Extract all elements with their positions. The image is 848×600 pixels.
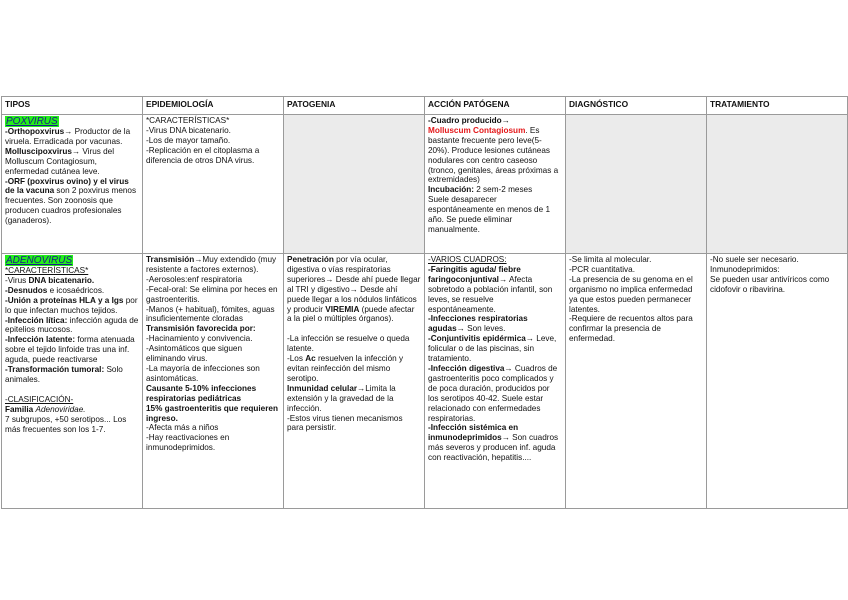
- cuadro-label: -Cuadro producido→: [428, 116, 510, 125]
- adenovirus-epidemiologia-cell: [143, 254, 284, 509]
- epi-line: -Los de mayor tamaño.: [146, 135, 231, 145]
- adenovirus-tipos-cell: [2, 254, 143, 509]
- text-bold: Ac: [305, 354, 316, 364]
- epi-line: -Afecta más a niños: [146, 423, 219, 433]
- text-bold: 15% gastroenteritis que requieren ingreso.: [146, 403, 278, 423]
- epi-line: -Aerosoles:enf respiratoria: [146, 274, 243, 284]
- text-bold: -Infecciones respiratorias agudas→: [428, 314, 528, 334]
- poxvirus-title: POXVIRUS: [6, 116, 58, 127]
- header-patogenia: PATOGENIA: [284, 97, 425, 115]
- epi-line: -Manos (+ habitual), fómites, aguas insuficientemente cloradas: [146, 304, 275, 324]
- text-bold: Causante 5-10% infecciones respiratorias pediátricas: [146, 383, 257, 403]
- adenovirus-diagnostico-cell: [566, 254, 707, 509]
- text-bold: Transmisión favorecida por:: [146, 324, 256, 334]
- orthopox-text: Productor de la viruela. Erradicada por vacunas.: [5, 127, 131, 146]
- text-bold: DNA bicatenario.: [28, 275, 95, 285]
- orf-label: -ORF (poxvirus ovino) y el virus de la vacuna: [5, 176, 129, 196]
- epi-line: -Virus DNA bicatenario.: [146, 125, 231, 135]
- trat-line: Se pueden usar antivíricos como cidofovir o ribavirina.: [710, 274, 830, 294]
- text-fragment: -Los: [287, 354, 306, 364]
- adenovirus-tratamiento-cell: [707, 254, 848, 509]
- text-fragment: Son cuadros más severos y producen inf. aguda con reactivación, hepatitis....: [428, 433, 559, 463]
- text-bold: -Transformación tumoral:: [5, 365, 105, 375]
- epi-line: -Hay reactivaciones en inmunodeprimidos.: [146, 433, 230, 453]
- text-fragment: Muy extendido (muy resistente a factores externos).: [146, 255, 277, 274]
- poxvirus-tipos-cell: [2, 115, 143, 254]
- text-bold: -Faringitis aguda/ fiebre faringoconjuntival→: [428, 264, 521, 284]
- text-bold: -Infección digestiva→: [428, 363, 513, 373]
- adenovirus-patogenia-cell: [284, 254, 425, 509]
- clasificacion-heading: -CLASIFICACIÓN-: [5, 394, 74, 404]
- text-bold: -Conjuntivitis epidérmica→: [428, 334, 534, 344]
- text-fragment: infección aguda de epitelios mucosos.: [5, 315, 139, 335]
- orf-text: son 2 poxvirus menos frecuentes. Son zoonosis que producen cuadros profesionales (ganaderos).: [5, 186, 137, 226]
- text-bold: -Unión a proteínas HLA y a Igs: [5, 295, 124, 305]
- epi-line: -Hacinamiento y convivencia.: [146, 334, 253, 344]
- adenovirus-accion-cell: [425, 254, 566, 509]
- header-tipos: TIPOS: [2, 97, 143, 115]
- poxvirus-patogenia-cell: [284, 115, 425, 254]
- diag-line: -PCR cuantitativa.: [569, 264, 635, 274]
- text-bold: -Desnudos: [5, 285, 48, 295]
- text-fragment: forma atenuada sobre el tejido linfoide tras una inf. aguda, puede reactivarse: [5, 335, 135, 365]
- header-epidemiologia: EPIDEMIOLOGÍA: [143, 97, 284, 115]
- text-fragment: 7 subgrupos, +50 serotipos... Los más frecuentes son los 1-7.: [5, 414, 127, 434]
- text-bold: Transmisión→: [146, 255, 203, 264]
- poxvirus-tratamiento-cell: [707, 115, 848, 254]
- text-fragment: (puede afectar a la piel o múltiples órganos).: [287, 304, 415, 324]
- text-bold: -Infección lítica:: [5, 315, 68, 325]
- incubacion-label: Incubación:: [428, 185, 474, 195]
- poxvirus-epidemiologia-cell: [143, 115, 284, 254]
- text-fragment: Son leves.: [464, 324, 506, 334]
- text-bold: Familia: [5, 404, 36, 414]
- molluscum-highlight: Molluscum Contagiosum: [428, 125, 526, 135]
- epi-line: -Asintomáticos que siguen eliminando virus.: [146, 344, 243, 364]
- epi-line: -La mayoría de infecciones son asintomáticas.: [146, 363, 260, 383]
- epi-line: -Replicación en el citoplasma a diferencia de otros DNA virus.: [146, 145, 260, 165]
- text-bold: -Infección latente:: [5, 335, 76, 345]
- caracteristicas-heading: *CARACTERÍSTICAS*: [5, 266, 89, 275]
- header-accion-patogena: ACCIÓN PATÓGENA: [425, 97, 566, 115]
- text-fragment: por vía ocular, digestiva o vías respiratorias superiores→ Desde ahí puede llegar al TRI y digestivo→ Desde ahí puede llegar a los nódulos linfáticos y producir: [287, 255, 421, 314]
- incubacion-text: 2 sem-2 meses: [473, 185, 533, 195]
- text-fragment: Cuadros de gastroenteritis poco complicados y de poca duración, producidos por los serotipos 40-42. Suele estar relacionado con enfermedades respiratorias.: [428, 363, 558, 423]
- text-fragment: Leve, folicular o de las piscinas, sin tratamiento.: [428, 334, 557, 364]
- header-diagnostico: DIAGNÓSTICO: [566, 97, 707, 115]
- epi-line: -Fecal-oral: Se elimina por heces en gastroenteritis.: [146, 284, 278, 304]
- diag-line: -Requiere de recuentos altos para confirmar la presencia de enfermedad.: [569, 314, 693, 344]
- text-italic: Adenoviridae.: [35, 404, 86, 414]
- virus-table: [1, 96, 848, 509]
- text-fragment: por lo que infectan muchos tejidos.: [5, 295, 138, 315]
- desaparecer-text: Suele desaparecer espontáneamente en menos de 1 año. Se puede eliminar manualmente.: [428, 195, 550, 234]
- poxvirus-row: [2, 115, 848, 254]
- orthopox-label: -Orthopoxvirus→: [5, 127, 73, 136]
- trat-line: Inmunodeprimidos:: [710, 264, 780, 274]
- header-row: [2, 97, 848, 115]
- pat-line: -Estos virus tienen mecanismos para persistir.: [287, 413, 403, 433]
- adenovirus-title: ADENOVIRUS: [6, 255, 73, 266]
- text-bold: Penetración: [287, 255, 334, 264]
- text-fragment: Solo animales.: [5, 365, 123, 384]
- text-fragment: Limita la extensión y la gravedad de la infección.: [287, 383, 396, 413]
- text-bold: Inmunidad celular→: [287, 383, 366, 393]
- varios-heading: -VARIOS CUADROS:: [428, 255, 507, 264]
- text-fragment: e icosaédricos.: [47, 285, 105, 295]
- pat-line: -La infección se resuelve o queda latente.: [287, 334, 410, 354]
- header-tratamiento: TRATAMIENTO: [707, 97, 848, 115]
- diag-line: -Se limita al molecular.: [569, 255, 652, 264]
- mollusci-text: Virus del Molluscum Contagiosum, enfermedad cutánea leve.: [5, 146, 115, 176]
- trat-line: -No suele ser necesario.: [710, 255, 799, 264]
- text-fragment: resuelven la infección y evitan reinfección del mismo serotipo.: [287, 354, 404, 383]
- text-fragment: -Virus: [5, 275, 29, 285]
- mollusci-label: Molluscipoxvirus→: [5, 146, 81, 156]
- text-fragment: Afecta sobretodo a población infantil, son leves, se resuelve espontáneamente.: [428, 274, 553, 314]
- epi-line: *CARACTERÍSTICAS*: [146, 116, 230, 125]
- diag-line: -La presencia de su genoma en el organismo no implica enfermedad ya que estos pueden permanecer latentes.: [569, 274, 693, 314]
- poxvirus-accion-cell: [425, 115, 566, 254]
- text-bold: -Infección sistémica en inmunodeprimidos→: [428, 423, 519, 443]
- poxvirus-diagnostico-cell: [566, 115, 707, 254]
- adenovirus-row: [2, 254, 848, 509]
- text-bold: VIREMIA: [325, 304, 360, 314]
- cuadro-text: . Es bastante frecuente pero leve(5-20%). Produce lesiones cutáneas nodulares con centro caseoso (tronco, genitales, áreas próximas a extremidades): [428, 125, 559, 185]
